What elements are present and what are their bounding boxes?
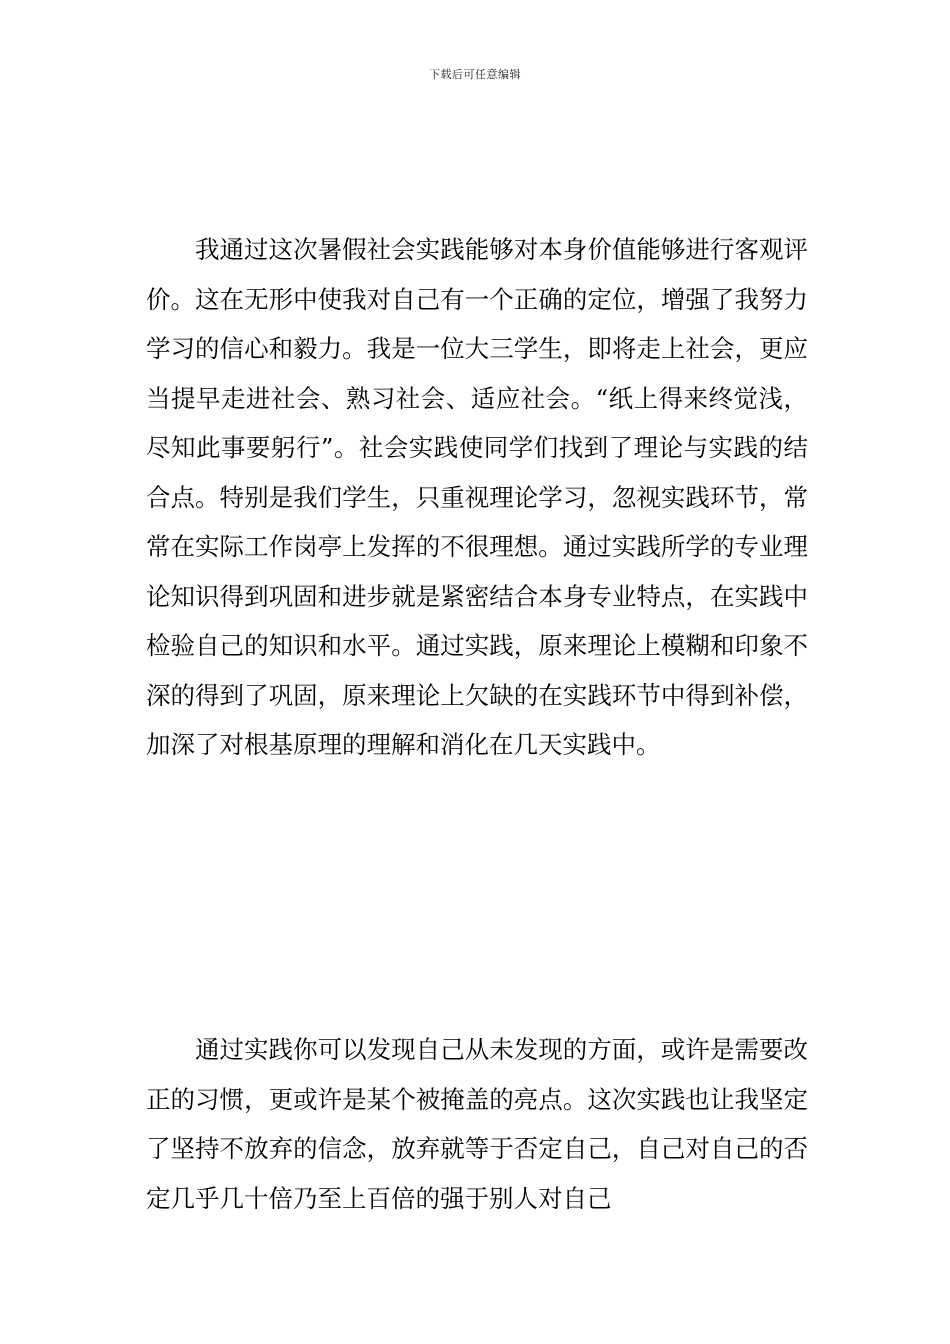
- header-note: 下载后可任意编辑: [429, 68, 521, 81]
- body-paragraph-2: 通过实践你可以发现自己从未发现的方面，或许是需要改正的习惯，更或许是某个被掩盖的亮点。这次实践也让我坚定了坚持不放弃的信念，放弃就等于否定自己，自己对自己的否定几乎几十倍乃至上百倍的强于别人对自己: [146, 1035, 808, 1213]
- body-paragraph-1: 我通过这次暑假社会实践能够对本身价值能够进行客观评价。这在无形中使我对自己有一个正确的定位，增强了我努力学习的信心和毅力。我是一位大三学生，即将走上社会，更应当提早走进社会、熟习社会、适应社会。“纸上得来终觉浅，尽知此事要躬行”。社会实践使同学们找到了理论与实践的结合点。特别是我们学生，只重视理论学习，忽视实践环节，常常在实际工作岗亭上发挥的不很理想。通过实践所学的专业理论知识得到巩固和进步就是紧密结合本身专业特点，在实践中检验自己的知识和水平。通过实践，原来理论上模糊和印象不深的得到了巩固，原来理论上欠缺的在实践环节中得到补偿，加深了对根基原理的理解和消化在几天实践中。: [146, 235, 808, 759]
